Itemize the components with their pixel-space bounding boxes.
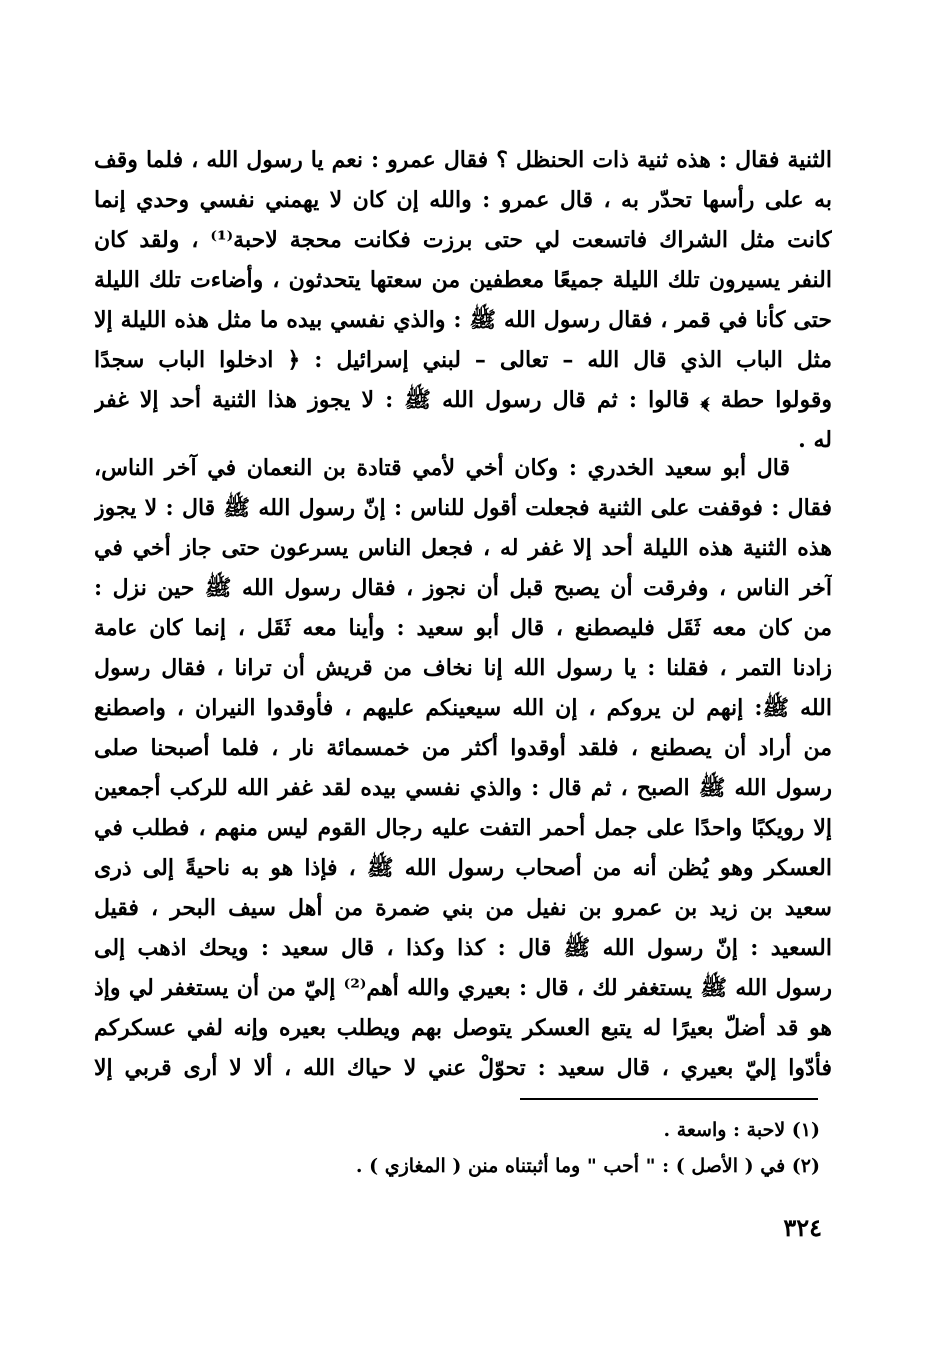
text-line: فأدّوا إليّ بعيري ، قال سعيد : تحوّلْ عني لا حياك الله ، ألا لا أرى قربي إلا: [94, 1055, 832, 1081]
text-line: رسول الله ﷺ يستغفر لك ، قال : بعيري والله أهم⁽²⁾ إليّ من أن يستغفر لي وإذ: [94, 975, 832, 1001]
text-line: النفر يسيرون تلك الليلة جميعًا معطفين من سعتها يتحدثون ، وأضاءت تلك الليلة: [94, 267, 832, 293]
text-line: العسكر وهو يُظن أنه من أصحاب رسول الله ﷺ ، فإذا هو به ناحيةً إلى ذرى: [94, 855, 832, 881]
text-line: فقال : فوقفت على الثنية فجعلت أقول للناس : إنّ رسول الله ﷺ قال : لا يجوز: [94, 495, 832, 521]
paragraph-2: [94, 448, 832, 1088]
text-line: به على رأسها تحدّر به ، قال عمرو : والله إن كان لا يهمني نفسي وحدي إنما: [94, 187, 832, 213]
text-line: قال أبو سعيد الخدري : وكان أخي لأمي قتادة بن النعمان في آخر الناس،: [94, 455, 790, 481]
text-line: من أراد أن يصطنع ، فلقد أوقدوا أكثر من خمسمائة نار ، فلما أصبحنا صلى: [94, 735, 832, 761]
text-line: زادنا التمر ، فقلنا : يا رسول الله إنا نخاف من قريش أن ترانا ، فقال رسول: [94, 655, 832, 681]
footnote-divider: [520, 1098, 818, 1100]
text-line: إلا رويكبًا واحدًا على جمل أحمر التفت عليه رجال القوم ليس منهم ، فطلب في: [94, 815, 832, 841]
text-line: حتى كأنا في قمر ، فقال رسول الله ﷺ : والذي نفسي بيده ما مثل هذه الليلة إلا: [94, 307, 832, 333]
text-line: هذه الثنية هذه الليلة أحد إلا غفر له ، فجعل الناس يسرعون حتى جاز أخي في: [94, 535, 832, 561]
text-line: الثنية فقال : هذه ثنية ذات الحنظل ؟ فقال عمرو : نعم يا رسول الله ، فلما وقف: [94, 147, 832, 173]
text-line: الله ﷺ: إنهم لن يروكم ، إن الله سيعينكم عليهم ، فأوقدوا النيران ، واصطنع: [94, 695, 832, 721]
text-line: سعيد بن زيد بن عمرو بن نفيل من بني ضمرة من أهل سيف البحر ، فقيل: [94, 895, 832, 921]
text-line: هو قد أضلّ بعيرًا له يتبع العسكر يتوصل بهم ويطلب بعيره وإنه لفي عسكركم: [94, 1015, 832, 1041]
page-number: ٣٢٤: [783, 1213, 822, 1242]
text-line: مثل الباب الذي قال الله – تعالى – لبني إسرائيل : ﴿ ادخلوا الباب سجدًا: [94, 347, 832, 373]
footnote-2: (٢) في ( الأصل ) : " أحب " وما أثبتناه منن ( المغازي ) .: [355, 1155, 820, 1177]
text-line: رسول الله ﷺ الصبح ، ثم قال : والذي نفسي بيده لقد غفر الله للركب أجمعين: [94, 775, 832, 801]
text-line: له .: [798, 427, 832, 453]
text-line: كانت مثل الشراك فاتسعت لي حتى برزت فكانت محجة لاحبة⁽¹⁾ ، ولقد كان: [94, 227, 832, 253]
footnotes: [300, 1112, 820, 1184]
text-line: السعيد : إنّ رسول الله ﷺ قال : كذا وكذا ، قال سعيد : ويحك اذهب إلى: [94, 935, 832, 961]
text-line: آخر الناس ، وفرقت أن يصبح قبل أن نجوز ، فقال رسول الله ﷺ حين نزل :: [94, 575, 832, 601]
paragraph-1: [94, 140, 832, 460]
text-line: من كان معه ثَقَل فليصطنع ، قال أبو سعيد : وأينا معه ثَقَل ، إنما كان عامة: [94, 615, 832, 641]
footnote-1: (١) لاحبة : واسعة .: [663, 1119, 820, 1141]
text-line: وقولوا حطة ﴾ قالوا : ثم قال رسول الله ﷺ : لا يجوز هذا الثنية أحد إلا غفر: [94, 387, 832, 413]
